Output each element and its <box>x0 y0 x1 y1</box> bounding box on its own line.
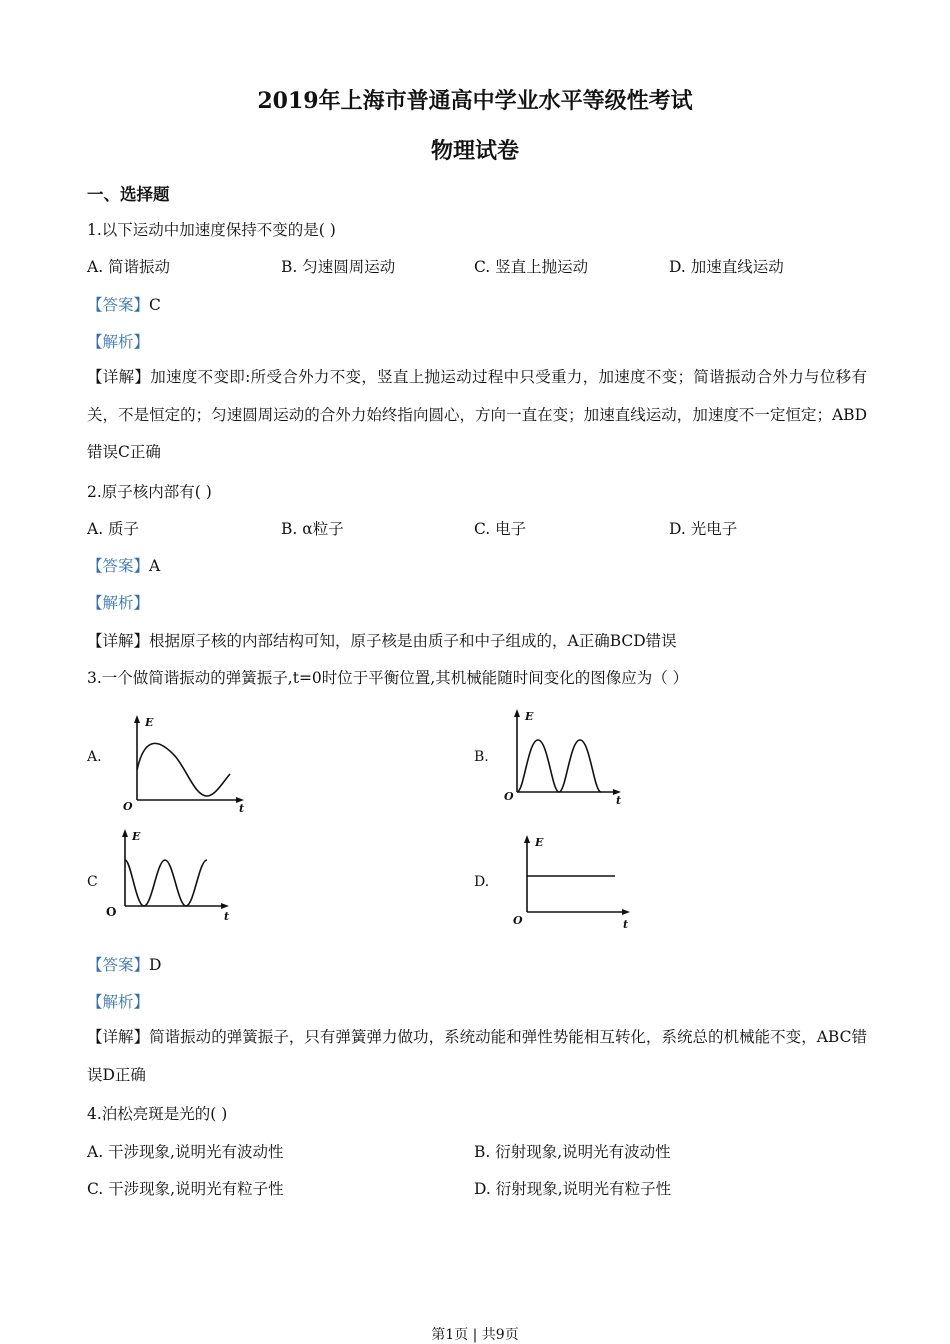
graph-a-y-label: E <box>145 716 154 729</box>
answer-tag: 【答案】 <box>87 557 150 575</box>
graph-d-y-label: E <box>535 836 544 849</box>
q2-option-a: A. 质子 <box>87 520 140 538</box>
graph-b-origin: O <box>504 790 514 803</box>
detail-tag: 【详解】 <box>87 632 150 650</box>
q1-stem: 1.以下运动中加速度保持不变的是( ) <box>87 221 336 239</box>
q2-detail <box>87 629 677 651</box>
graph-b <box>500 706 640 808</box>
detail-tag: 【详解】 <box>87 1028 150 1046</box>
exam-subtitle: 物理试卷 <box>430 138 519 164</box>
q2-option-b: B. α粒子 <box>281 520 344 538</box>
q3-detail-text: 简谐振动的弹簧振子，只有弹簧弹力做功，系统动能和弹性势能相互转化，系统总的机械能不变，ABC错误D正确 <box>87 1028 867 1084</box>
section-heading: 一、选择题 <box>87 185 170 204</box>
q2-option-d: D. 光电子 <box>669 520 738 538</box>
q3-option-d-label: D. <box>474 874 490 890</box>
q3-answer <box>87 953 161 975</box>
q1-option-b: B. 匀速圆周运动 <box>281 258 396 276</box>
q1-option-d: D. 加速直线运动 <box>669 258 784 276</box>
q1-detail-text: 加速度不变即:所受合外力不变，竖直上抛运动过程中只受重力，加速度不变；简谐振动合外力与位移有关，不是恒定的；匀速圆周运动的合外力始终指向圆心，方向一直在变；加速直线运动，加速度不一定恒定；ABD错误C正确 <box>87 368 867 461</box>
q1-answer-value: C <box>149 296 161 314</box>
q3-option-a-label: A. <box>87 749 102 765</box>
q2-option-c: C. 电子 <box>474 520 527 538</box>
exam-title: 2019年上海市普通高中学业水平等级性考试 <box>257 88 693 114</box>
q1-detail <box>87 359 867 472</box>
q4-option-b: B. 衍射现象,说明光有波动性 <box>474 1143 671 1161</box>
graph-a-x-label: t <box>239 802 245 812</box>
graph-a-origin: O <box>123 800 133 812</box>
q4-option-c: C. 干涉现象,说明光有粒子性 <box>87 1180 284 1198</box>
q3-answer-value: D <box>149 956 162 974</box>
q3-analysis-tag: 【解析】 <box>87 993 150 1011</box>
q2-answer-value: A <box>149 557 161 575</box>
q1-option-a: A. 简谐振动 <box>87 258 171 276</box>
q3-stem: 3.一个做简谐振动的弹簧振子,t=0时位于平衡位置,其机械能随时间变化的图像应为（ ） <box>87 669 689 687</box>
graph-d <box>505 832 645 932</box>
graph-b-x-label: t <box>616 794 622 807</box>
q3-option-b-label: B. <box>474 749 489 765</box>
graph-d-x-label: t <box>623 918 629 931</box>
graph-c-y-label: E <box>132 830 141 843</box>
q1-analysis-tag: 【解析】 <box>87 333 150 351</box>
q1-answer <box>87 293 161 315</box>
q4-option-d: D. 衍射现象,说明光有粒子性 <box>474 1180 672 1198</box>
q4-option-a: A. 干涉现象,说明光有波动性 <box>87 1143 284 1161</box>
q3-option-c-label: C <box>87 874 98 890</box>
q1-option-c: C. 竖直上抛运动 <box>474 258 589 276</box>
graph-d-origin: O <box>513 914 523 927</box>
q2-analysis-tag: 【解析】 <box>87 594 150 612</box>
q2-detail-text: 根据原子核的内部结构可知，原子核是由质子和中子组成的，A正确BCD错误 <box>149 632 677 650</box>
q2-answer <box>87 554 160 576</box>
answer-tag: 【答案】 <box>87 296 150 314</box>
graph-c-x-label: t <box>224 910 230 923</box>
graph-a <box>115 712 255 812</box>
graph-c <box>100 826 240 926</box>
q3-detail <box>87 1019 867 1094</box>
page-footer: 第1页 | 共9页 <box>431 1327 519 1343</box>
q4-stem: 4.泊松亮斑是光的( ) <box>87 1105 228 1123</box>
graph-b-y-label: E <box>525 710 534 723</box>
q2-stem: 2.原子核内部有( ) <box>87 483 212 501</box>
graph-c-origin: O <box>106 905 117 919</box>
detail-tag: 【详解】 <box>87 368 151 386</box>
answer-tag: 【答案】 <box>87 956 150 974</box>
